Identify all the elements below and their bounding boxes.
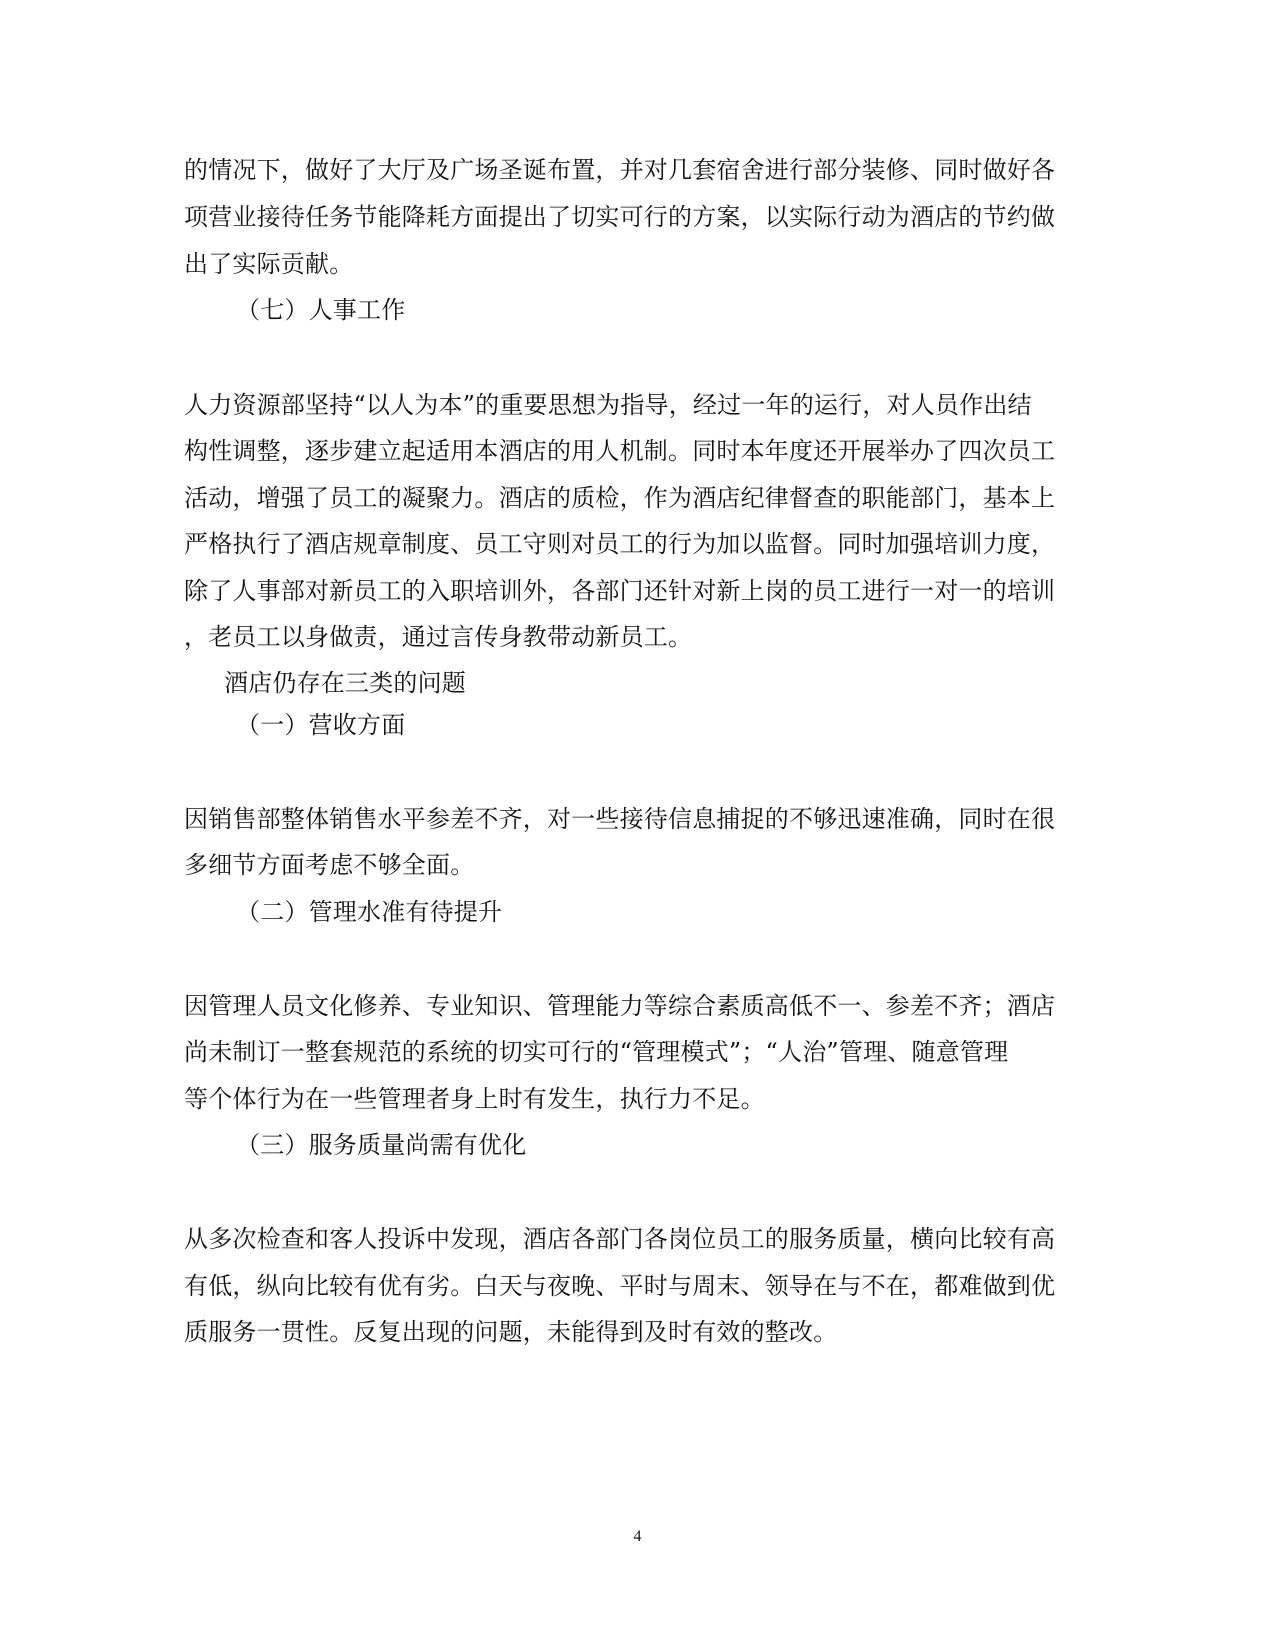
body-text-line: ，老员工以身做责，通过言传身教带动新员工。: [184, 623, 693, 651]
body-text-line: 出了实际贡献。: [184, 250, 354, 278]
body-text-line: 构性调整，逐步建立起适用本酒店的用人机制。同时本年度还开展举办了四次员工: [184, 437, 1056, 465]
section-heading: （七）人事工作: [236, 296, 406, 324]
body-text-line: 因管理人员文化修养、专业知识、管理能力等综合素质高低不一、参差不齐；酒店: [184, 992, 1056, 1020]
body-text-line: 等个体行为在一些管理者身上时有发生，执行力不足。: [184, 1085, 765, 1113]
body-text-line: 项营业接待任务节能降耗方面提出了切实可行的方案，以实际行动为酒店的节约做: [184, 203, 1056, 231]
body-text-line: 人力资源部坚持“以人为本”的重要思想为指导，经过一年的运行，对人员作出结: [184, 391, 1032, 419]
page-number: 4: [633, 1528, 642, 1545]
section-heading: （一）营收方面: [236, 711, 406, 739]
section-heading: （三）服务质量尚需有优化: [236, 1131, 527, 1159]
body-text-line: 尚未制订一整套规范的系统的切实可行的“管理模式”；“人治”管理、随意管理: [184, 1038, 1009, 1066]
section-heading: （二）管理水准有待提升: [236, 898, 503, 926]
body-text-line: 质服务一贯性。反复出现的问题，未能得到及时有效的整改。: [184, 1318, 838, 1346]
body-text-line: 严格执行了酒店规章制度、员工守则对员工的行为加以监督。同时加强培训力度，: [184, 530, 1056, 558]
body-text-line: 活动，增强了员工的凝聚力。酒店的质检，作为酒店纪律督查的职能部门，基本上: [184, 484, 1056, 512]
paragraph-intro: 酒店仍存在三类的问题: [224, 669, 466, 697]
body-text-line: 因销售部整体销售水平参差不齐，对一些接待信息捕捉的不够迅速准确，同时在很: [184, 805, 1056, 833]
body-text-line: 从多次检查和客人投诉中发现，酒店各部门各岗位员工的服务质量，横向比较有高: [184, 1225, 1056, 1253]
body-text-line: 的情况下，做好了大厅及广场圣诞布置，并对几套宿舍进行部分装修、同时做好各: [184, 156, 1056, 184]
body-text-line: 除了人事部对新员工的入职培训外，各部门还针对新上岗的员工进行一对一的培训: [184, 577, 1056, 605]
body-text-line: 有低，纵向比较有优有劣。白天与夜晚、平时与周末、领导在与不在，都难做到优: [184, 1272, 1056, 1300]
body-text-line: 多细节方面考虑不够全面。: [184, 851, 475, 879]
